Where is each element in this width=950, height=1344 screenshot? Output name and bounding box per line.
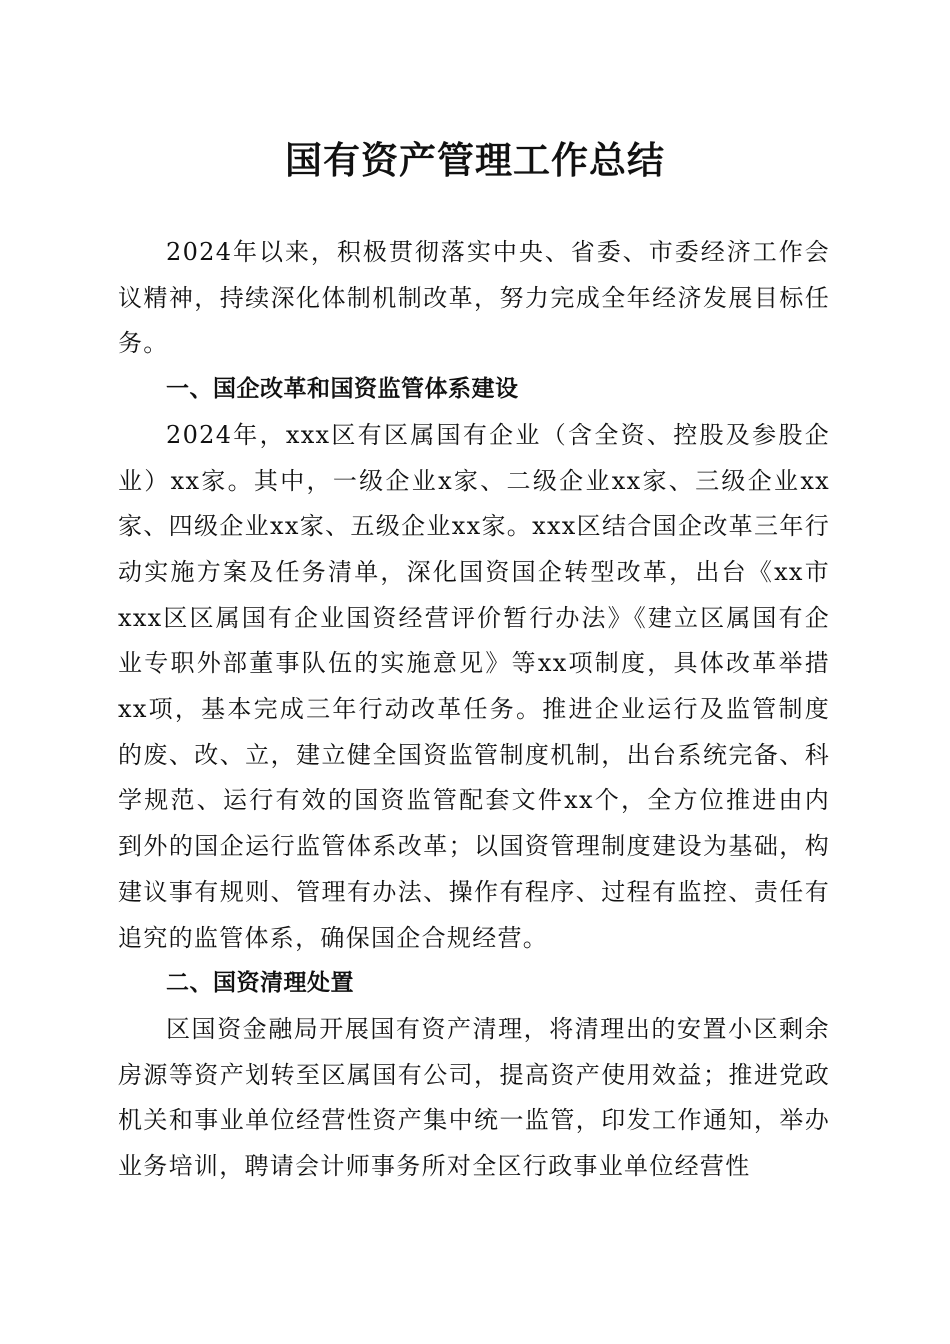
section-heading-cleanup: 二、国资清理处置 (166, 970, 354, 997)
document-title: 国有资产管理工作总结 (285, 138, 665, 182)
intro-paragraph: 2024年以来，积极贯彻落实中央、省委、市委经济工作会议精神，持续深化体制机制改革，努力完成全年经济发展目标任务。 (118, 238, 830, 358)
section-paragraph-cleanup: 区国资金融局开展国有资产清理，将清理出的安置小区剩余房源等资产划转至区属国有公司，提高资产使用效益；推进党政机关和事业单位经营性资产集中统一监管，印发工作通知，举办业务培训，聘请会计师事务所对全区行政事业单位经营性 (118, 1014, 830, 1181)
section-paragraph-reform: 2024年，xxx区有区属国有企业（含全资、控股及参股企业）xx家。其中，一级企业x家、二级企业xx家、三级企业xx家、四级企业xx家、五级企业xx家。xxx区结合国企改革三年行动实施方案及任务清单，深化国资国企转型改革，出台《xx市xxx区区属国有企业国资经营评价暂行办法》《建立区属国有企业专职外部董事队伍的实施意见》等xx项制度，具体改革举措xx项，基本完成三年行动改革任务。推进企业运行及监管制度的废、改、立，建立健全国资监管制度机制，出台系统完备、科学规范、运行有效的国资监管配套文件xx个，全方位推进由内到外的国企运行监管体系改革；以国资管理制度建设为基础，构建议事有规则、管理有办法、操作有程序、过程有监控、责任有追究的监管体系，确保国企合规经营。 (118, 420, 830, 952)
section-heading-reform: 一、国企改革和国资监管体系建设 (166, 376, 519, 403)
document-body (118, 230, 830, 1190)
